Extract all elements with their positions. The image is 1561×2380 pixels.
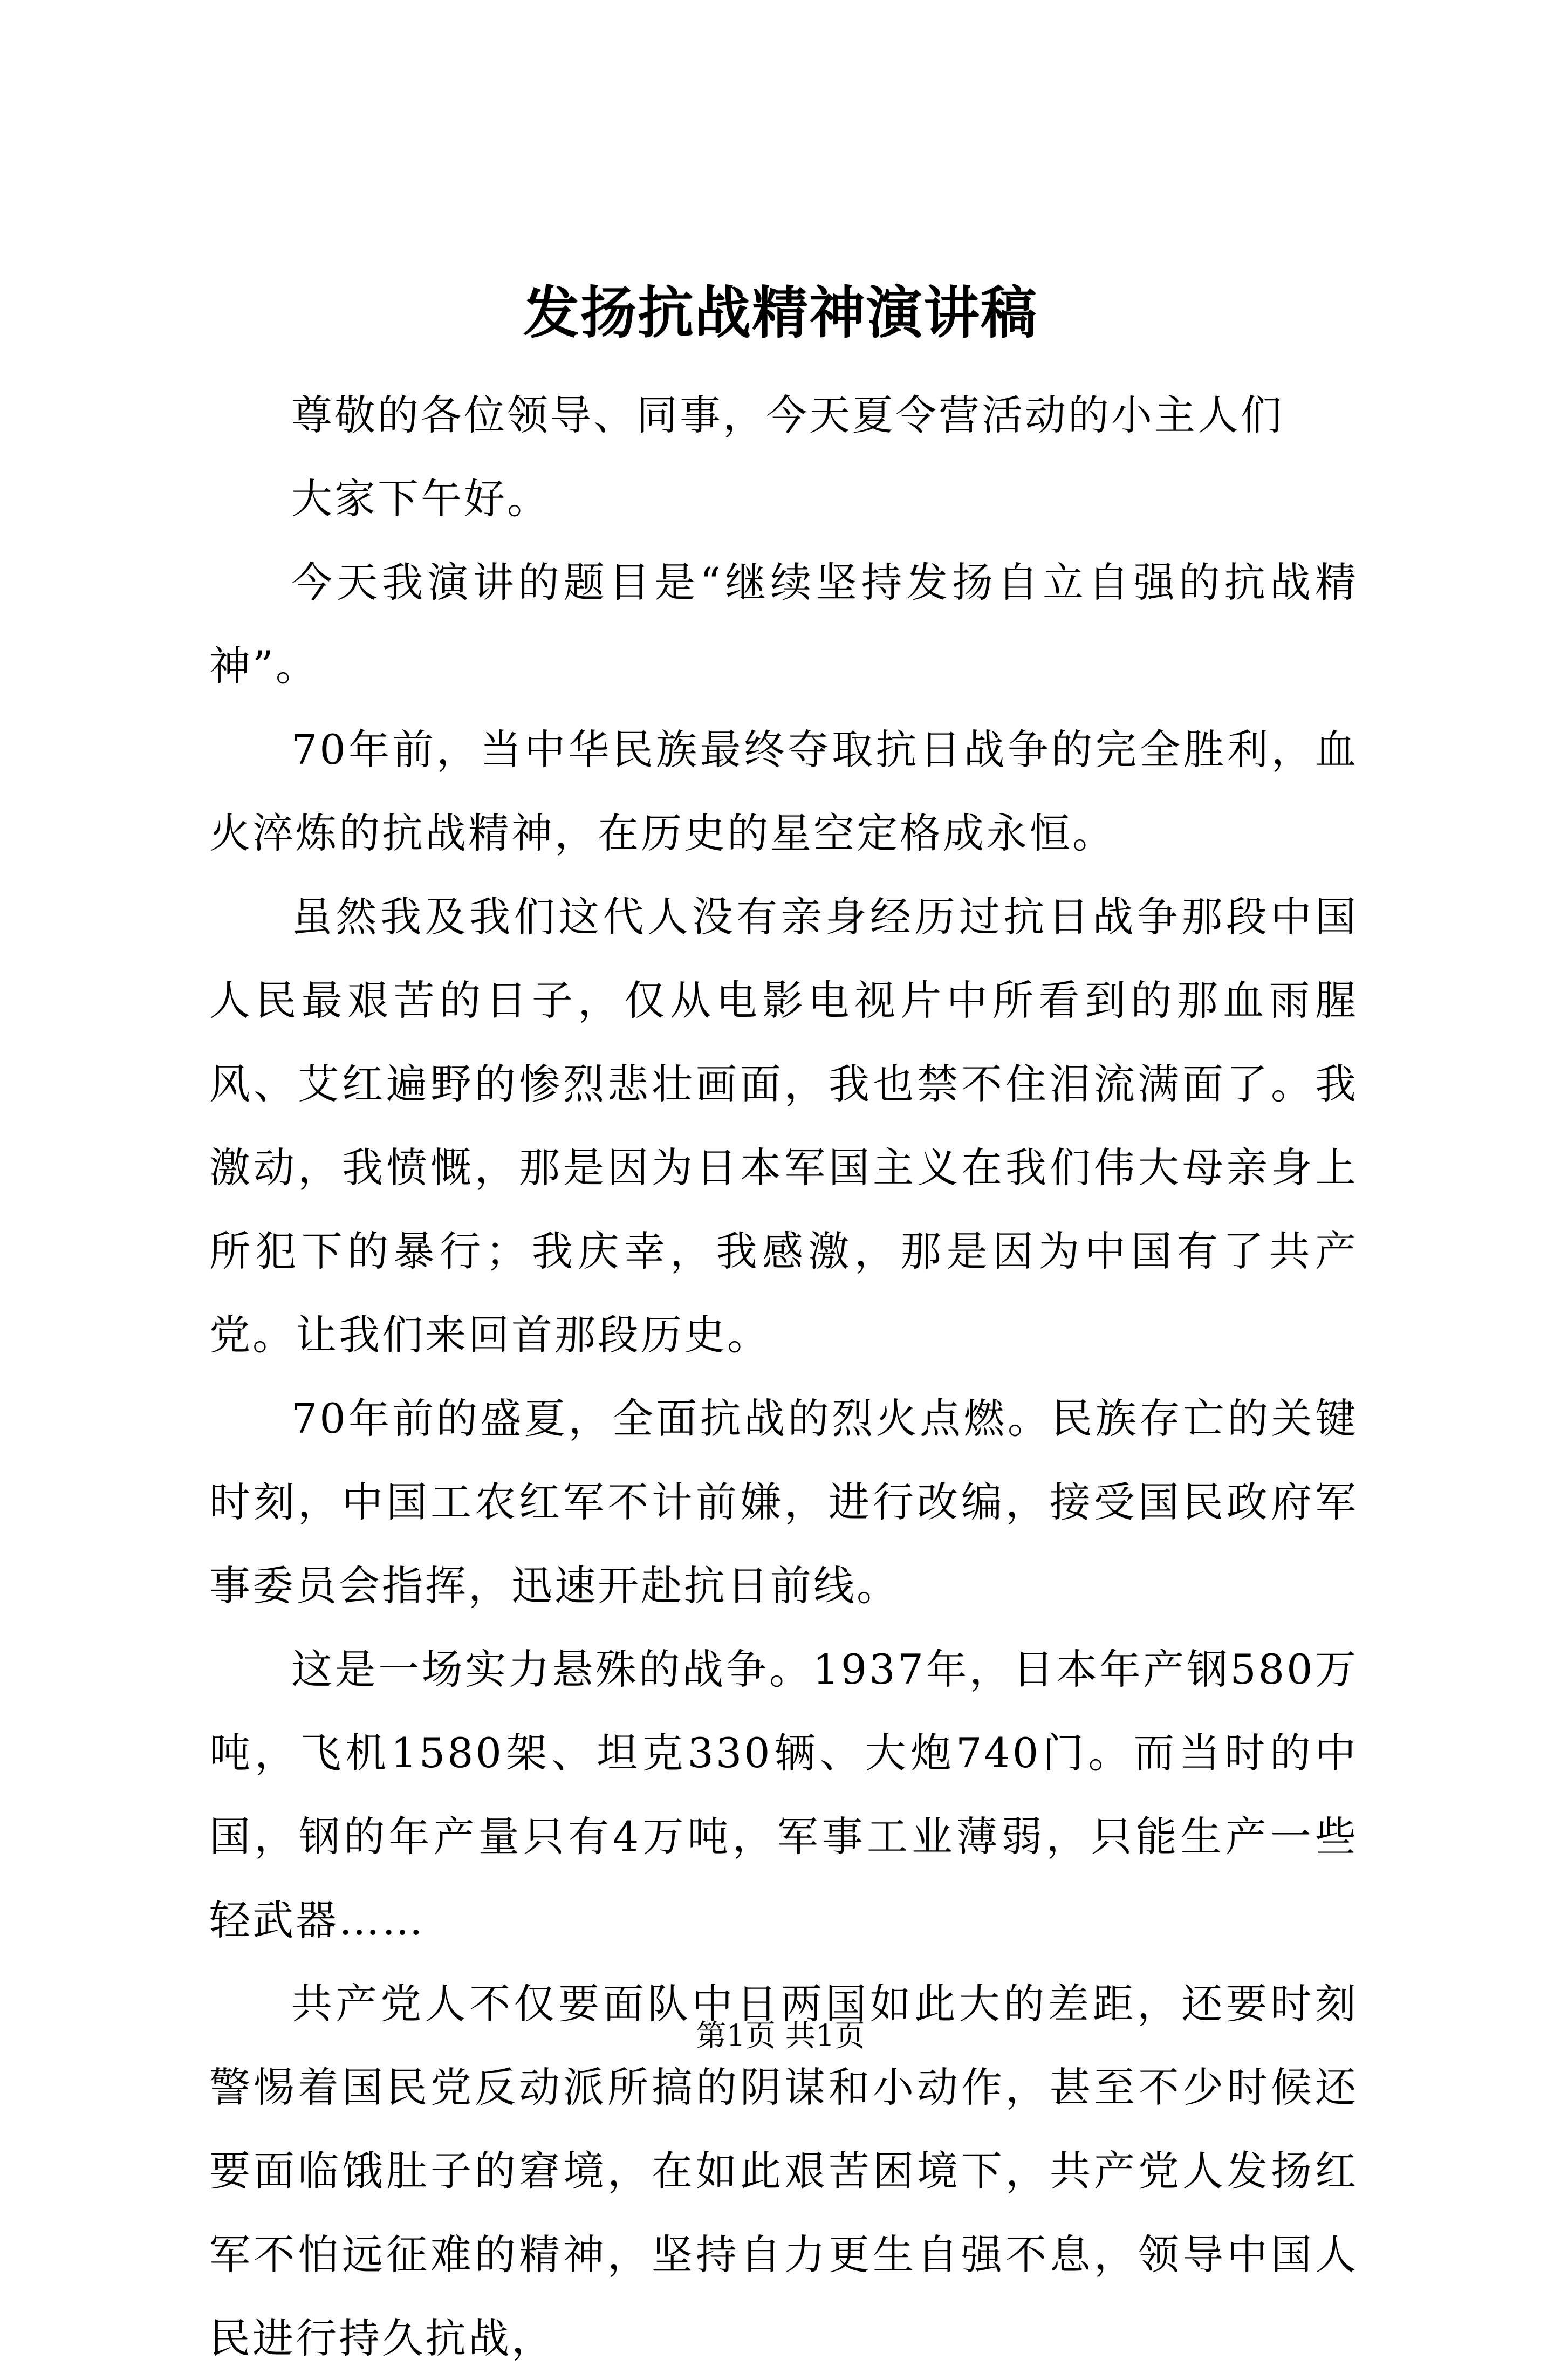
paragraph-victory: 70年前，当中华民族最终夺取抗日战争的完全胜利，血火淬炼的抗战精神，在历史的星空定格成永恒。 [209, 726, 1358, 857]
paragraph-communists: 共产党人不仅要面队中日两国如此大的差距，还要时刻警惕着国民党反动派所搞的阴谋和小动作，甚至不少时候还要面临饿肚子的窘境，在如此艰苦困境下，共产党人发扬红军不怕远征难的精神，坚持自力更生自强不息，领导中国人民进行持久抗战， [209, 1980, 1358, 2362]
paragraph-salutation: 大家下午好。 [291, 475, 550, 523]
paragraph-greeting: 尊敬的各位领导、同事，今天夏令营活动的小主人们 [291, 391, 1284, 439]
page-footer: 第1页 共1页 [696, 2019, 865, 2054]
document-body [209, 373, 1358, 2380]
paragraph-reflection: 虽然我及我们这代人没有亲身经历过抗日战争那段中国人民最艰苦的日子，仅从电影电视片中所看到的那血雨腥风、艾红遍野的惨烈悲壮画面，我也禁不住泪流满面了。我激动，我愤慨，那是因为日本军国主义在我们伟大母亲身上所犯下的暴行；我庆幸，我感激，那是因为中国有了共产党。让我们来回首那段历史。 [209, 893, 1358, 1359]
paragraph-war-start: 70年前的盛夏，全面抗战的烈火点燃。民族存亡的关键时刻，中国工农红军不计前嫌，进行改编，接受国民政府军事委员会指挥，迅速开赴抗日前线。 [209, 1394, 1358, 1610]
paragraph-disparity: 这是一场实力悬殊的战争。1937年，日本年产钢580万吨，飞机1580架、坦克330辆、大炮740门。而当时的中国，钢的年产量只有4万吨，军事工业薄弱，只能生产一些轻武器…… [209, 1645, 1358, 1944]
document-title: 发扬抗战精神演讲稿 [523, 279, 1038, 346]
paragraph-topic: 今天我演讲的题目是“继续坚持发扬自立自强的抗战精神”。 [209, 558, 1358, 690]
